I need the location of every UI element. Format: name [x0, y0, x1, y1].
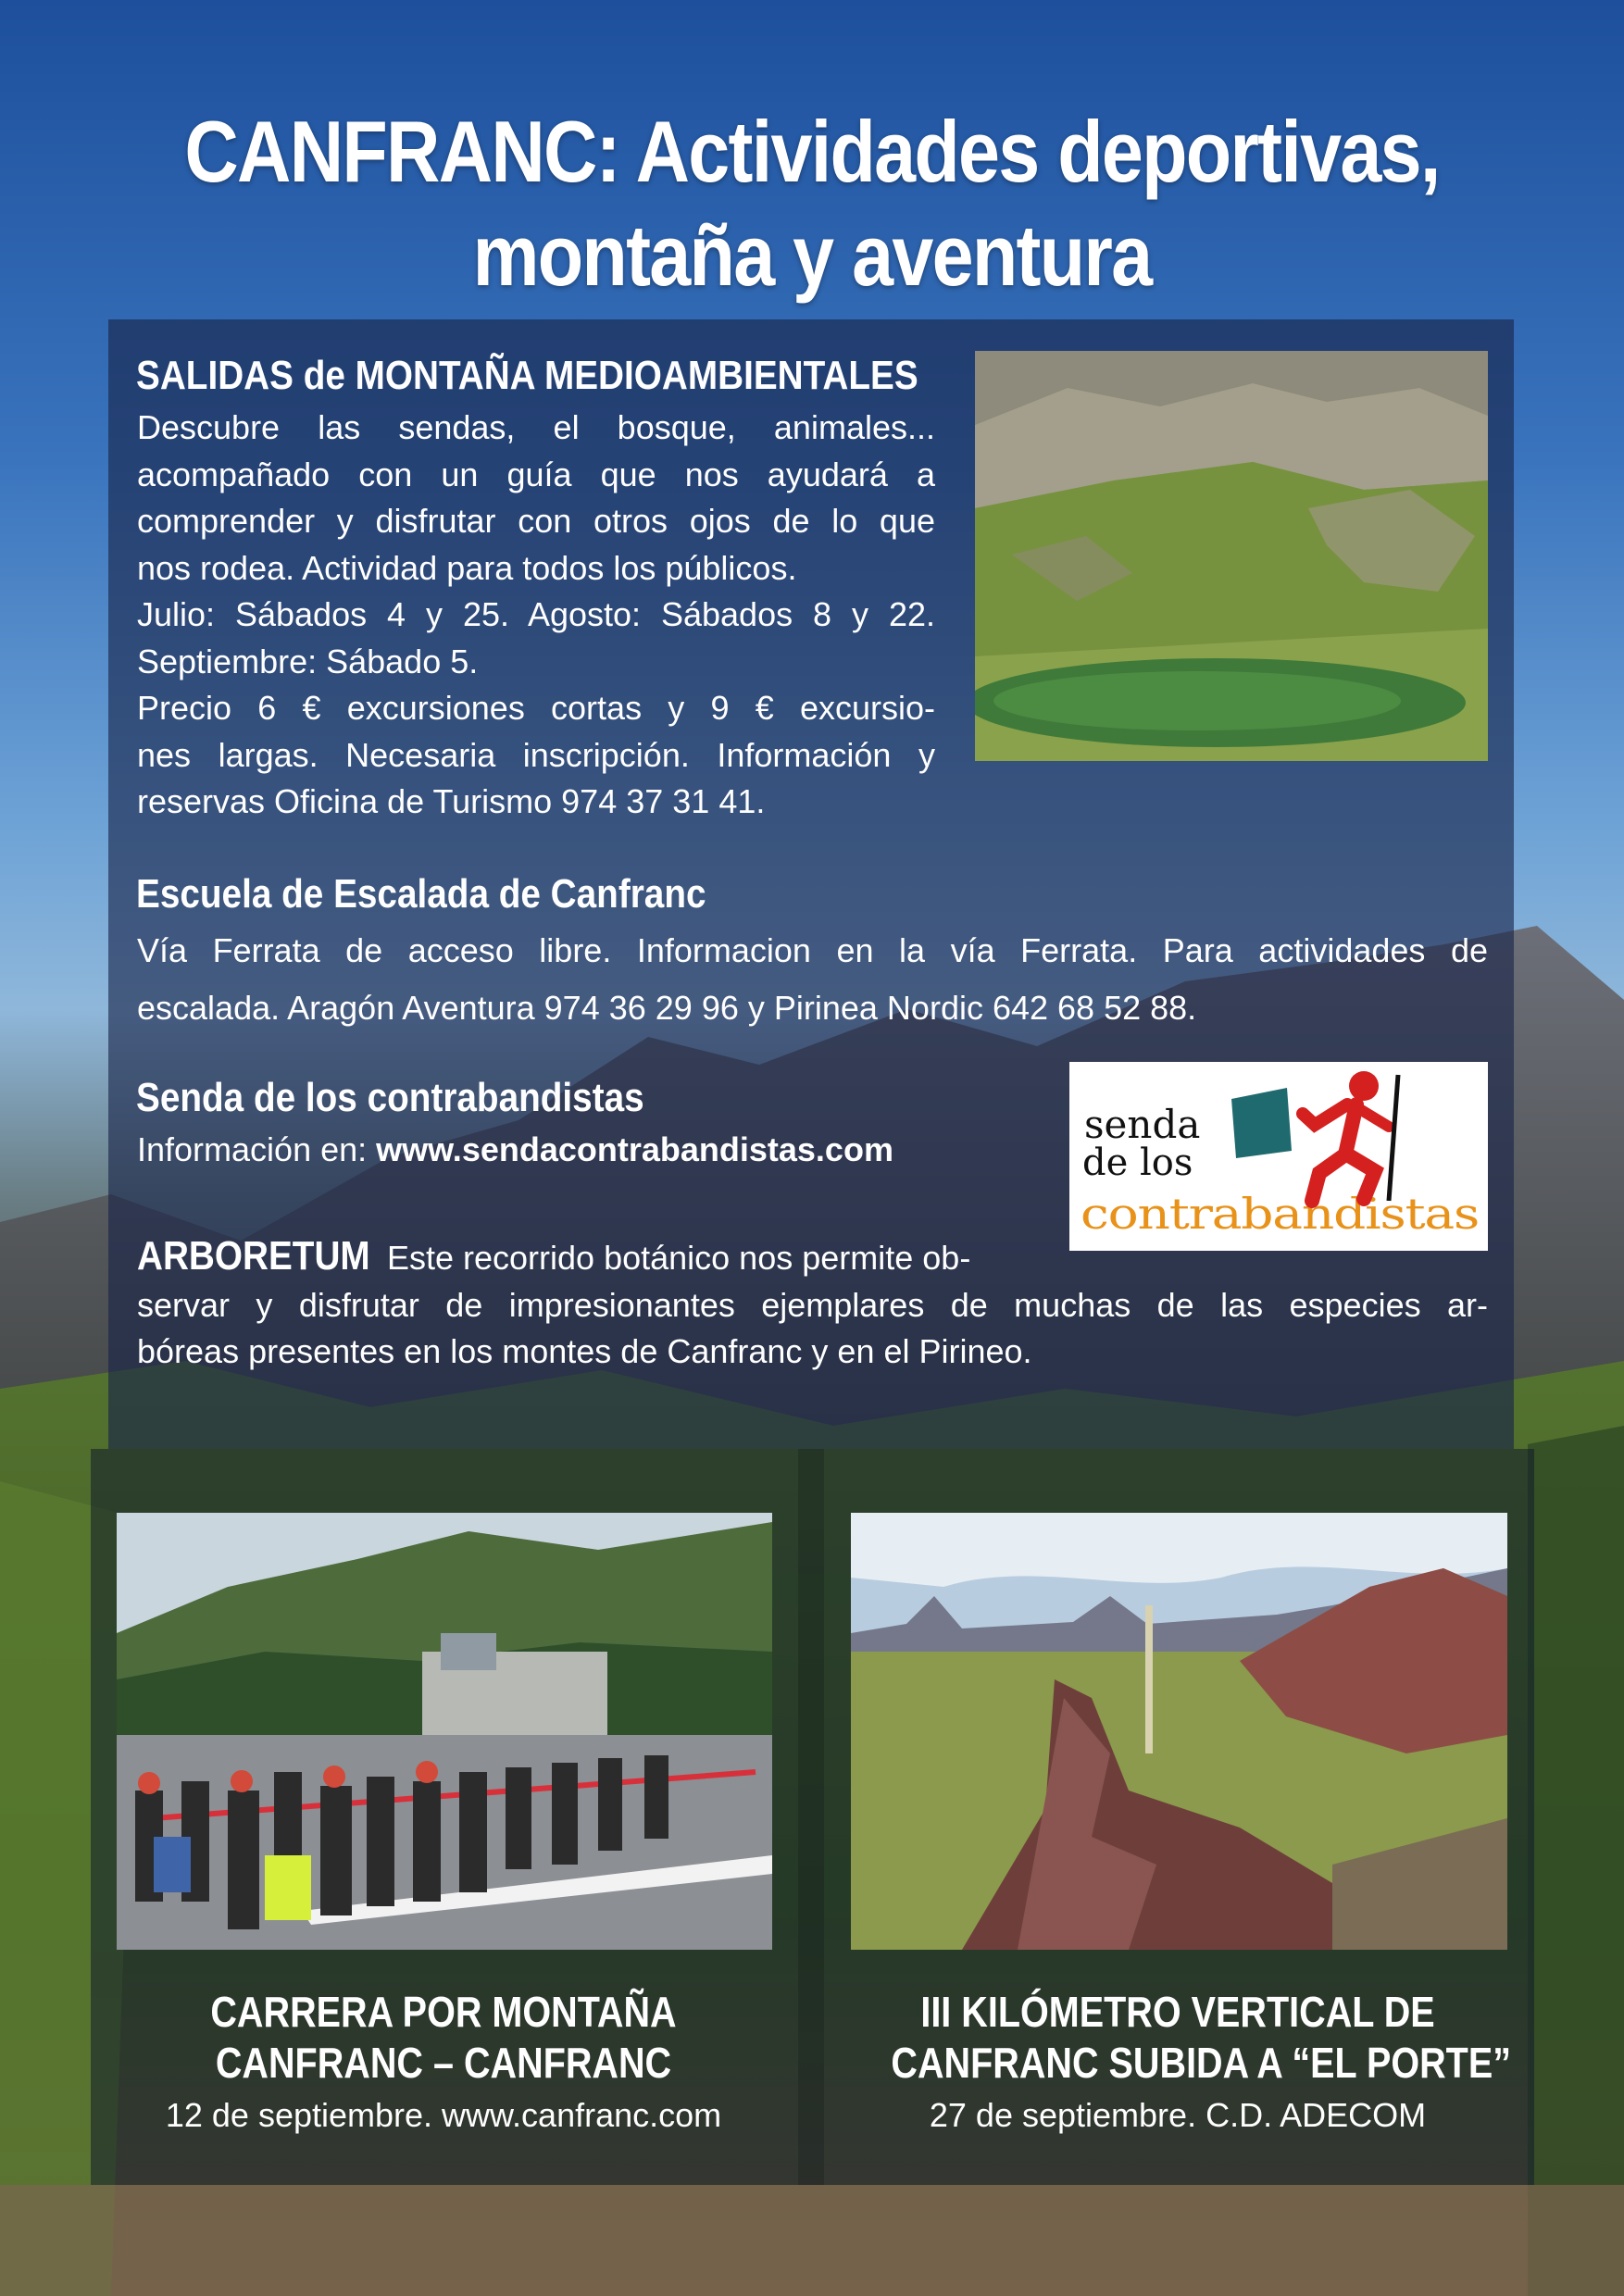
arboretum-line: servar y disfrutar de impresionantes ejemplares de muchas de las especies ar- — [137, 1285, 1488, 1324]
page-title — [114, 100, 1510, 307]
arboretum-heading: ARBORETUM — [137, 1233, 370, 1279]
salidas-line: Precio 6 € excursiones cortas y 9 € excursio- — [137, 689, 935, 727]
senda-info — [137, 1127, 893, 1174]
event-card-vertical-km — [844, 1987, 1511, 2139]
senda-logo — [1069, 1062, 1488, 1251]
salidas-line: comprender y disfrutar con otros ojos de lo que — [137, 502, 935, 540]
event-subtitle: 27 de septiembre. C.D. ADECOM — [929, 2096, 1427, 2134]
logo-word-senda: senda — [1084, 1102, 1201, 1147]
event-title: CANFRANC – CANFRANC — [215, 2039, 672, 2087]
salidas-line: Septiembre: Sábado 5. — [137, 642, 479, 680]
salidas-line: Descubre las sendas, el bosque, animales... — [137, 408, 935, 446]
escuela-line: escalada. Aragón Aventura 974 36 29 96 y Pirinea Nordic 642 68 52 88. — [137, 989, 1197, 1027]
mountain-race-photo — [117, 1513, 772, 1950]
event-title: CARRERA POR MONTAÑA — [210, 1988, 677, 2036]
event-title: III KILÓMETRO VERTICAL DE — [920, 1988, 1435, 2036]
escuela-line: Vía Ferrata de acceso libre. Informacion en la vía Ferrata. Para actividades de — [137, 931, 1488, 969]
salidas-line: Julio: Sábados 4 y 25. Agosto: Sábados 8 y 22. — [137, 595, 935, 633]
event-subtitle: 12 de septiembre. www.canfranc.com — [165, 2096, 722, 2134]
salidas-line: acompañado con un guía que nos ayudará a — [137, 455, 935, 493]
senda-info-prefix: Información en: — [137, 1130, 377, 1168]
senda-heading: Senda de los contrabandistas — [136, 1075, 644, 1120]
salidas-line: nes largas. Necesaria inscripción. Información y — [137, 735, 935, 774]
escuela-heading: Escuela de Escalada de Canfranc — [136, 871, 706, 917]
senda-website-link[interactable]: www.sendacontrabandistas.com — [376, 1130, 893, 1168]
arboretum-line: bóreas presentes en los montes de Canfranc y en el Pirineo. — [137, 1332, 1032, 1370]
mountain-peak-photo — [851, 1513, 1507, 1950]
page-title-line1: CANFRANC: Actividades deportivas, — [184, 103, 1440, 200]
salidas-line: reservas Oficina de Turismo 974 37 31 41. — [137, 782, 766, 820]
escuela-text — [137, 922, 1488, 1037]
hiker-icon — [1231, 1071, 1398, 1201]
salidas-line: nos rodea. Actividad para todos los públicos. — [137, 548, 797, 587]
arboretum-text — [137, 1233, 1488, 1376]
events-divider — [798, 1449, 824, 2185]
arboretum-line: Este recorrido botánico nos permite ob- — [377, 1239, 971, 1277]
salidas-heading: SALIDAS de MONTAÑA MEDIOAMBIENTALES — [136, 353, 918, 398]
event-title: CANFRANC SUBIDA A “EL PORTE” — [891, 2039, 1512, 2087]
mountain-lake-photo — [975, 351, 1488, 761]
logo-word-contrabandistas: contrabandistas — [1081, 1189, 1479, 1239]
salidas-text — [137, 405, 935, 826]
event-card-race — [110, 1987, 777, 2139]
page-title-line2: montaña y aventura — [472, 206, 1152, 304]
logo-word-delos: de los — [1082, 1142, 1193, 1184]
